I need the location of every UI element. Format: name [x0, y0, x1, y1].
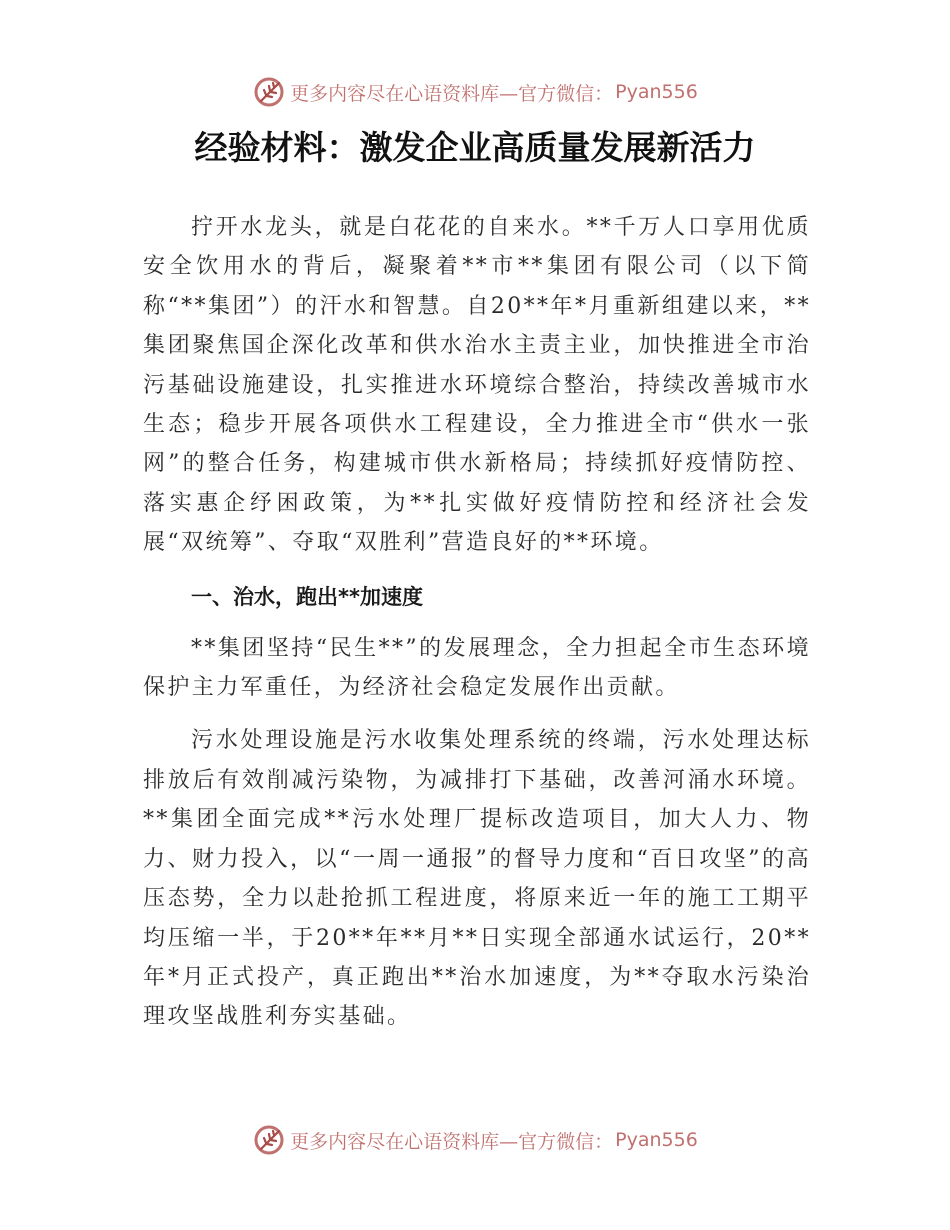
footer-banner [0, 1120, 950, 1160]
feather-logo-icon [252, 1123, 286, 1157]
header-wechat-id: Pyan556 [615, 81, 698, 103]
paragraph-intro: 拧开水龙头，就是白花花的自来水。**千万人口享用优质安全饮用水的背后，凝聚着**市**集团有限公司（以下简称“**集团”）的汗水和智慧。自20**年*月重新组建以来，**集团聚焦国企深化改革和供水治水主责主业，加快推进全市治污基础设施建设，扎实推进水环境综合整治，持续改善城市水生态；稳步开展各项供水工程建设，全力推进全市“供水一张网”的整合任务，构建城市供水新格局；持续抓好疫情防控、落实惠企纾困政策，为**扎实做好疫情防控和经济社会发展“双统筹”、夺取“双胜利”营造良好的**环境。 [143, 215, 811, 556]
document-body [143, 208, 811, 1051]
footer-banner-text: 更多内容尽在心语资料库—官方微信： [290, 1130, 614, 1153]
page-title: 经验材料：激发企业高质量发展新活力 [194, 128, 756, 167]
header-banner [0, 72, 950, 112]
footer-wechat-id: Pyan556 [615, 1129, 698, 1151]
paragraph-sewage: 污水处理设施是污水收集处理系统的终端，污水处理达标排放后有效削减污染物，为减排打下基础，改善河涌水环境。**集团全面完成**污水处理厂提标改造项目，加大人力、物力、财力投入，以“一周一通报”的督导力度和“百日攻坚”的高压态势，全力以赴抢抓工程进度，将原来近一年的施工工期平均压缩一半，于20**年**月**日实现全部通水试运行，20**年*月正式投产，真正跑出**治水加速度，为**夺取水污染治理攻坚战胜利夯实基础。 [143, 728, 811, 1030]
paragraph-concept: **集团坚持“民生**”的发展理念，全力担起全市生态环境保护主力军重任，为经济社会稳定发展作出贡献。 [143, 635, 811, 701]
section-heading: 一、治水，跑出**加速度 [191, 584, 423, 609]
header-banner-text: 更多内容尽在心语资料库—官方微信： [290, 82, 614, 105]
feather-logo-icon [252, 75, 286, 109]
